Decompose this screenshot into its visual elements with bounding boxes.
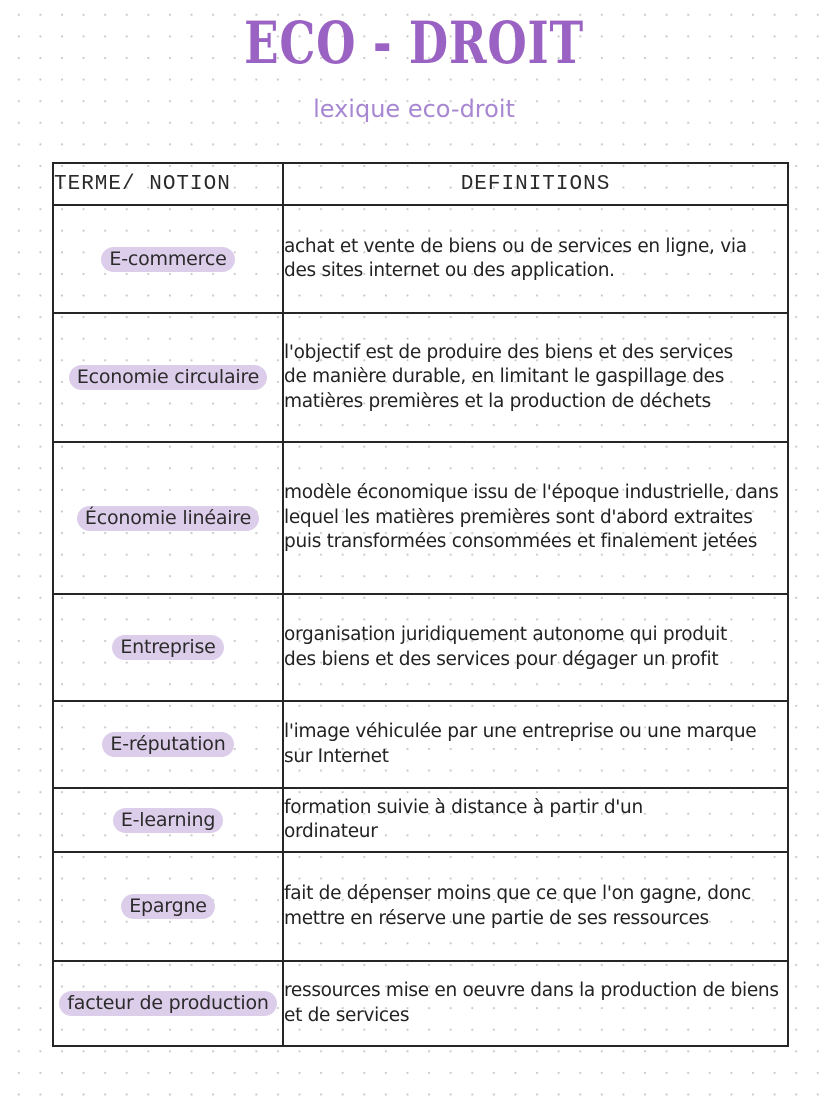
table-row [53, 442, 788, 594]
definition-cell [283, 961, 788, 1046]
definition-text: modèle économique issu de l'époque industrielle, dans lequel les matières premières sont d'abord extraites puis transformées consommées et finalement jetées [284, 482, 779, 553]
table-header-row [53, 163, 788, 205]
definition-text: l'objectif est de produire des biens et des services de manière durable, en limitant le gaspillage des matières premières et la production de déchets [284, 341, 733, 412]
table-row [53, 852, 788, 961]
term-highlight: E-commerce [101, 247, 234, 272]
definition-cell [283, 594, 788, 701]
table-row [53, 961, 788, 1046]
term-cell [53, 442, 283, 594]
definition-cell [283, 788, 788, 852]
term-cell [53, 313, 283, 442]
page-subtitle: lexique eco-droit [313, 95, 515, 123]
lexicon-table [52, 162, 789, 1047]
definition-cell [283, 701, 788, 788]
term-cell [53, 594, 283, 701]
term-highlight: E-réputation [102, 732, 233, 757]
term-highlight: Entreprise [112, 635, 223, 660]
definition-text: achat et vente de biens ou de services en ligne, via des sites internet ou des application. [284, 235, 747, 281]
term-cell [53, 205, 283, 313]
page-title: ECO - DROIT [244, 9, 584, 77]
definition-cell [283, 852, 788, 961]
term-cell [53, 788, 283, 852]
definition-text: formation suivie à distance à partir d'un ordinateur [284, 796, 643, 842]
table-row [53, 205, 788, 313]
table-row [53, 788, 788, 852]
term-highlight: Economie circulaire [69, 365, 267, 390]
definition-cell [283, 313, 788, 442]
definition-text: organisation juridiquement autonome qui produit des biens et des services pour dégager un profit [284, 624, 727, 670]
definition-cell [283, 205, 788, 313]
table-row [53, 594, 788, 701]
definition-text: ressources mise en oeuvre dans la production de biens et de services [284, 980, 779, 1026]
term-cell [53, 852, 283, 961]
table-row [53, 701, 788, 788]
term-highlight: Epargne [121, 894, 215, 919]
term-cell [53, 961, 283, 1046]
definition-text: fait de dépenser moins que ce que l'on gagne, donc mettre en réserve une partie de ses ressources [284, 883, 752, 929]
column-header-term: TERME/ NOTION [53, 163, 283, 205]
term-highlight: facteur de production [59, 991, 276, 1016]
table-row [53, 313, 788, 442]
term-highlight: E-learning [113, 808, 223, 833]
definition-text: l'image véhiculée par une entreprise ou une marque sur Internet [284, 721, 757, 767]
term-cell [53, 701, 283, 788]
column-header-definitions: DEFINITIONS [283, 163, 788, 205]
term-highlight: Économie linéaire [77, 506, 259, 531]
definition-cell [283, 442, 788, 594]
